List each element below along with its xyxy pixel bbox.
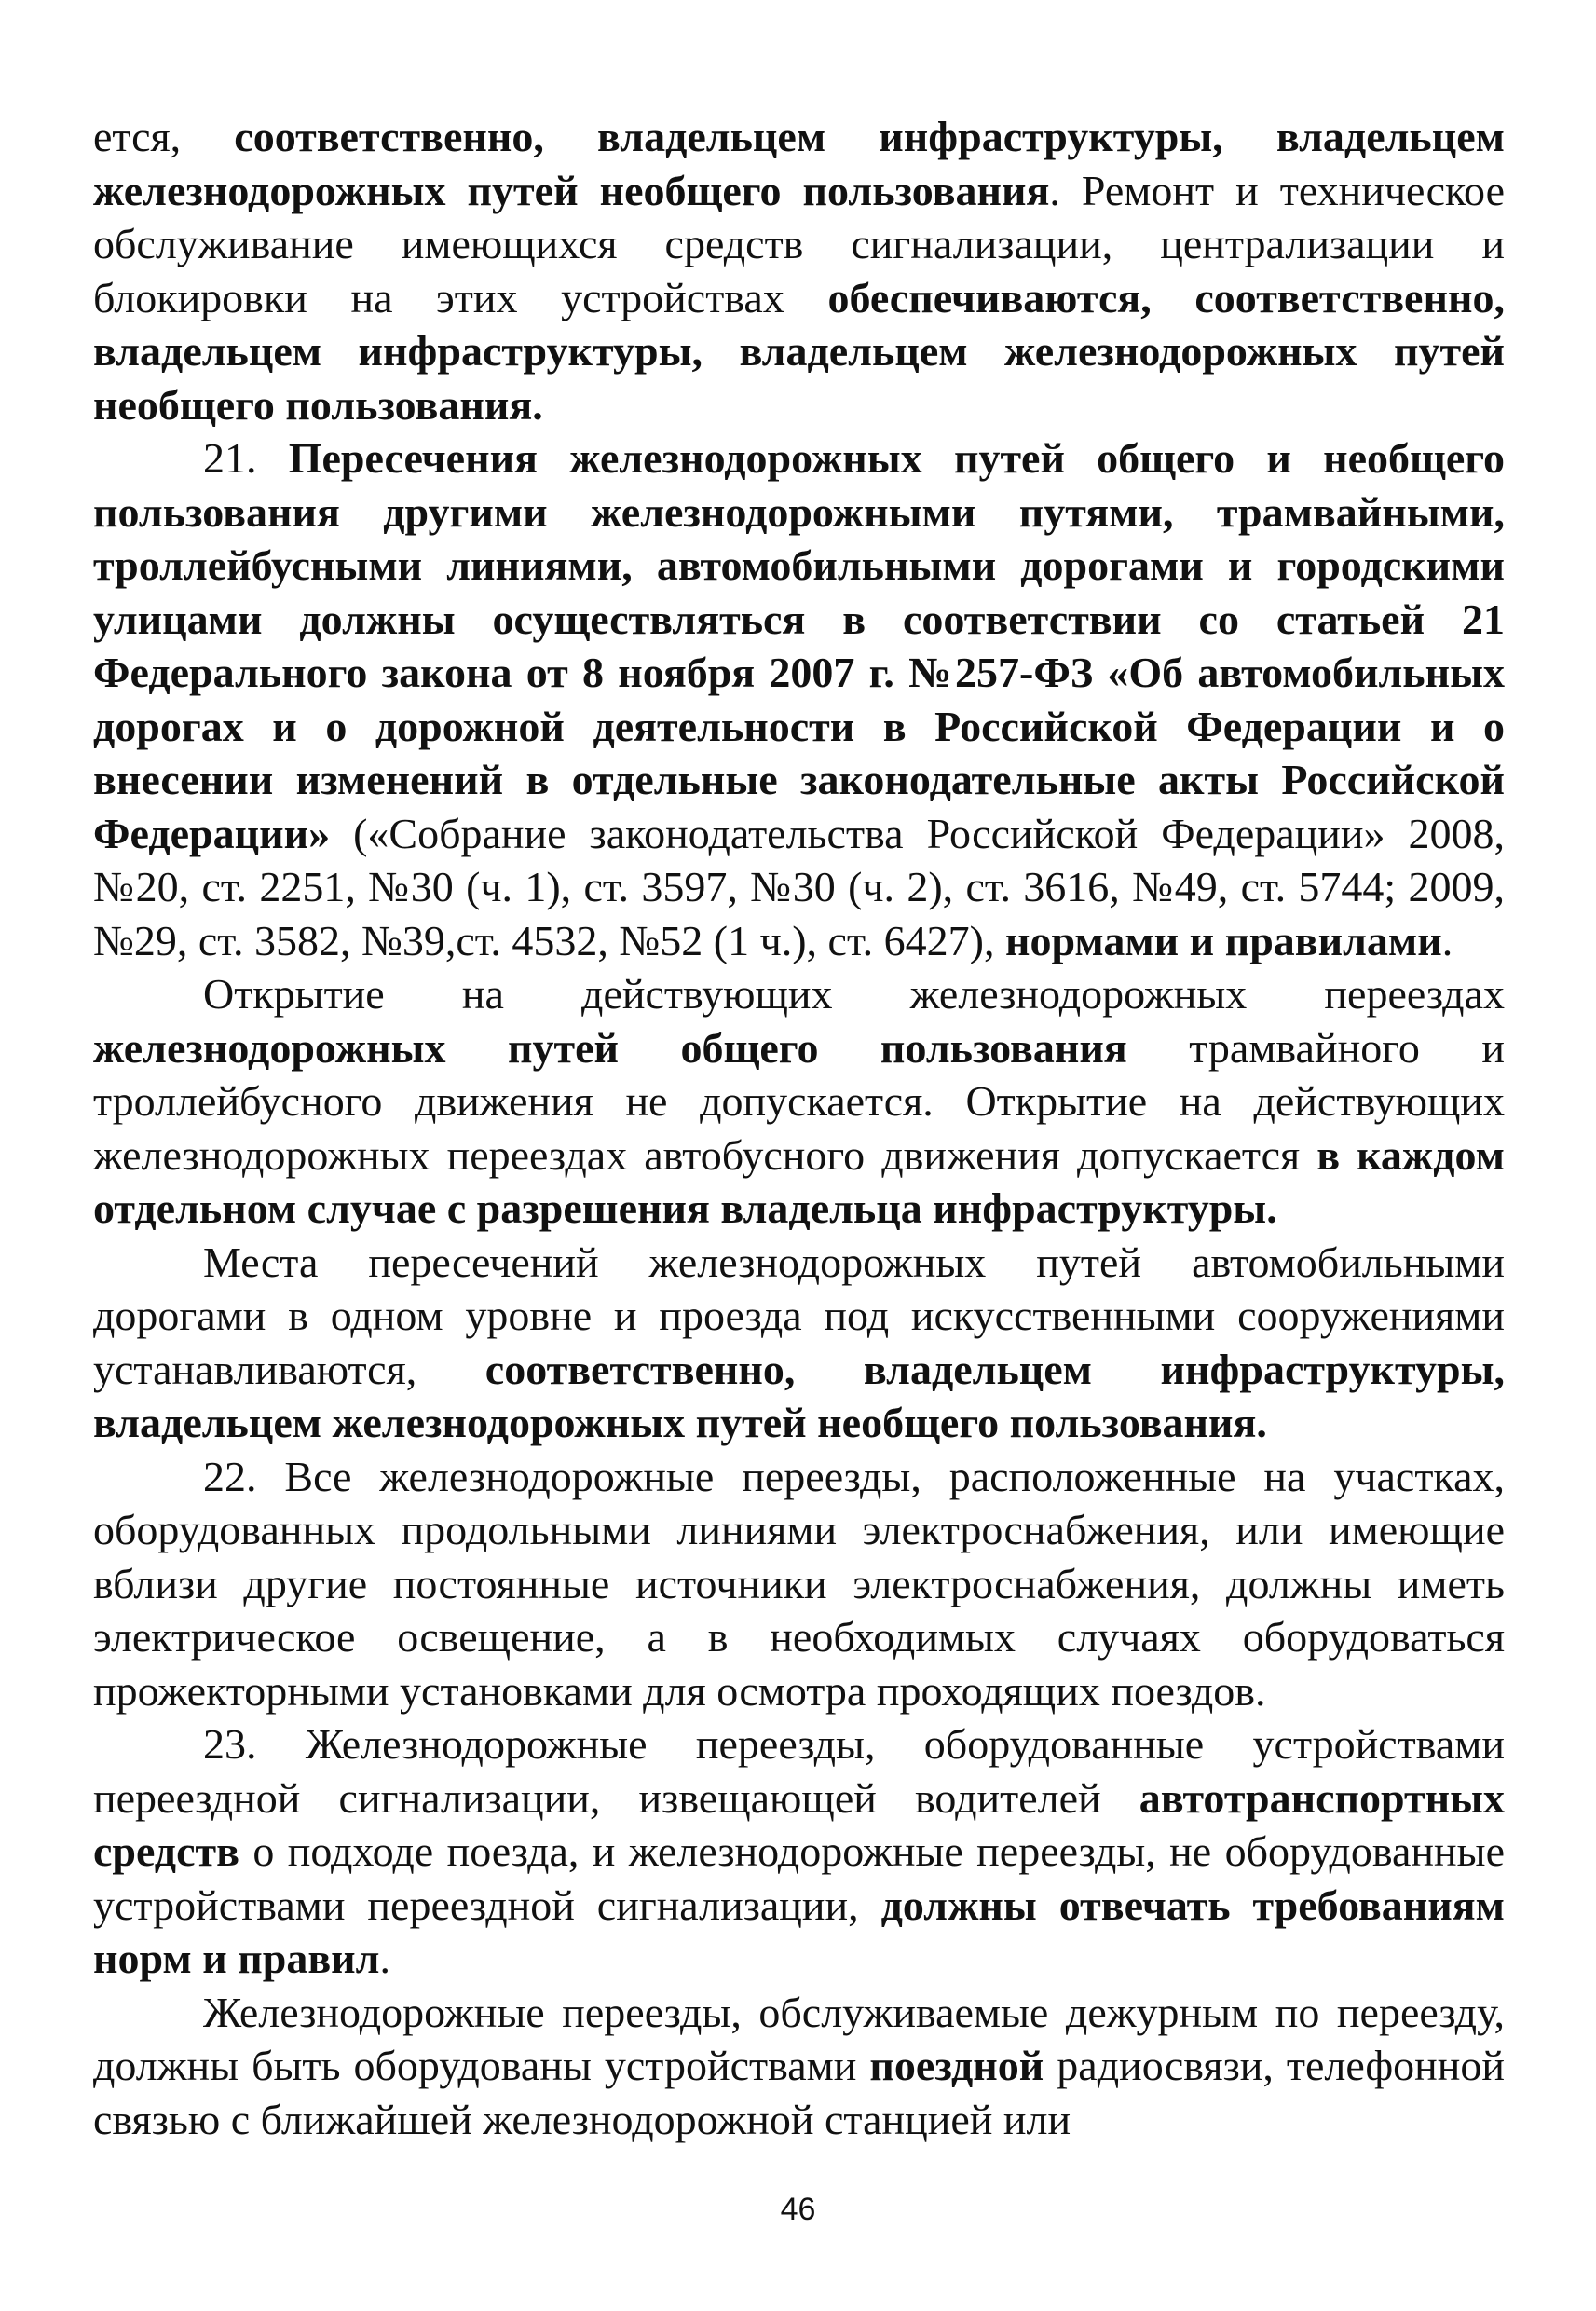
page-number: 46 bbox=[780, 2192, 816, 2227]
text-run: . bbox=[379, 1935, 390, 1982]
text-run: Открытие на действующих железнодорожных переездах bbox=[203, 970, 1505, 1018]
document-body bbox=[93, 110, 1505, 2146]
bold-text-run: нормами и правилами bbox=[1004, 916, 1442, 964]
bold-text-run: обеспечиваются, соответственно, владельцем инфраструктуры, владельцем железнодорожных путей необщего пользования. bbox=[93, 273, 1505, 429]
text-run: . Ремонт и техническое обслуживание имеющихся средств сигнализации, централизации и блокировки на этих устройствах bbox=[93, 166, 1505, 321]
text-run: 22. Все железнодорожные переезды, расположенные на участках, оборудованных продольными линиями электроснабжения, или имеющие вблизи другие постоянные источники электроснабжения, должны иметь электрическое освещение, а в необходимых случаях оборудоваться прожекторными установками для осмотра проходящих поездов. bbox=[93, 1452, 1505, 1715]
bold-text-run: автотранспортных средств bbox=[93, 1773, 1505, 1875]
bold-text-run: соответственно, владельцем инфраструктуры, владельцем железнодорожных путей необщего пользования. bbox=[93, 1345, 1506, 1446]
text-run: («Собрание законодательства Российской Федерации» 2008, №20, ст. 2251, №30 (ч. 1), ст. 3597, №30 (ч. 2), ст. 3616, №49, ст. 5744; 2009, №29, ст. 3582, №39,ст. 4532, №52 (1 ч.), ст. 6427), bbox=[93, 809, 1505, 964]
text-run: радиосвязи, телефонной связью с ближайшей железнодорожной станцией или bbox=[93, 2042, 1505, 2143]
text-run: трамвайного и троллейбусного движения не допускается. Открытие на действующих железнодорожных переездах автобусного движения допускается bbox=[93, 1023, 1506, 1179]
text-run: 23. Железнодорожные переезды, оборудованные устройствами переездной сигнализации, извещающей водителей bbox=[93, 1720, 1505, 1822]
text-run: о подходе поезда, и железнодорожные переезды, не оборудованные устройствами переездной сигнализации, bbox=[93, 1827, 1505, 1929]
bold-text-run: Пересечения железнодорожных путей общего и необщего пользования другими железнодорожными путями, трамвайными, троллейбусными линиями, автомобильными дорогами и городскими улицами должны осуществляться в соответствии со статьей 21 Федерального закона от 8 ноября 2007 г. №257-ФЗ «Об автомобильных дорогах и о дорожной деятельности в Российской Федерации и о внесении изменений в отдельные законодательные акты Российской Федерации» bbox=[93, 434, 1506, 857]
paragraph bbox=[93, 1986, 1505, 2147]
bold-text-run: должны отвечать требованиям норм и правил bbox=[93, 1880, 1505, 1982]
paragraph bbox=[93, 110, 1505, 431]
bold-text-run: поездной bbox=[869, 2042, 1044, 2089]
text-run: Железнодорожные переезды, обслуживаемые дежурным по переезду, должны быть оборудованы устройствами bbox=[93, 1988, 1505, 2089]
text-run: ется, bbox=[93, 113, 235, 160]
bold-text-run: в каждом отдельном случае с разрешения владельца инфраструктуры. bbox=[93, 1130, 1506, 1232]
paragraph bbox=[93, 431, 1505, 967]
paragraph bbox=[93, 967, 1505, 1236]
bold-text-run: соответственно, владельцем инфраструктуры, владельцем железнодорожных путей необщего пользования bbox=[93, 113, 1506, 214]
text-run: Места пересечений железнодорожных путей автомобильными дорогами в одном уровне и проезда под искусственными сооружениями устанавливаются, bbox=[93, 1238, 1505, 1393]
text-run: . bbox=[1441, 916, 1453, 964]
text-run: 21. bbox=[203, 434, 289, 482]
paragraph bbox=[93, 1236, 1505, 1450]
paragraph bbox=[93, 1717, 1505, 1986]
paragraph bbox=[93, 1450, 1505, 1718]
bold-text-run: железнодорожных путей общего пользования bbox=[93, 1023, 1127, 1072]
